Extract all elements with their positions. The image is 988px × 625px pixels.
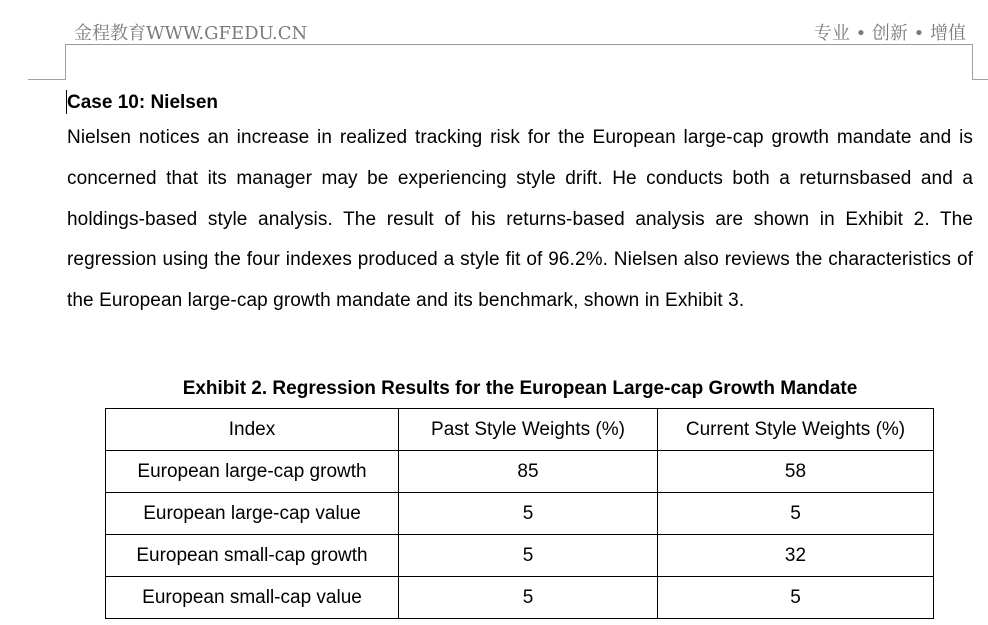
cell-past-weight: 5: [399, 577, 658, 619]
column-header-index: Index: [106, 409, 399, 451]
case-title: [67, 87, 973, 118]
crop-mark-left-horizontal: [28, 79, 66, 80]
table-row: [106, 577, 934, 619]
cell-past-weight: 5: [399, 493, 658, 535]
exhibit-title: Exhibit 2. Regression Results for the European Large-cap Growth Mandate: [182, 378, 858, 399]
cell-index: European large-cap growth: [106, 451, 399, 493]
table-row: [106, 535, 934, 577]
cell-index: European large-cap value: [106, 493, 399, 535]
cell-index: European small-cap value: [106, 577, 399, 619]
case-paragraph: Nielsen notices an increase in realized tracking risk for the European large-cap growth mandate and is concerned that its manager may be experiencing style drift. He conducts both a returnsbased and a holdings-based style analysis. The result of his returns-based analysis are shown in Exhibit 2. The regression using the four indexes produced a style fit of 96.2%. Nielsen also reviews the characteristics of the European large-cap growth mandate and its benchmark, shown in Exhibit 3.: [67, 127, 973, 312]
page-header: [66, 14, 972, 44]
table-row: [106, 451, 934, 493]
crop-mark-right-horizontal: [972, 79, 988, 80]
cell-past-weight: 5: [399, 535, 658, 577]
cell-current-weight: 58: [658, 451, 934, 493]
cell-past-weight: 85: [399, 451, 658, 493]
table-header-row: [106, 409, 934, 451]
exhibit-table: [105, 408, 934, 619]
crop-mark-left-vertical: [65, 44, 66, 80]
cell-index: European small-cap growth: [106, 535, 399, 577]
cell-current-weight: 5: [658, 493, 934, 535]
document-body[interactable]: [67, 87, 973, 322]
header-brand: 金程教育WWW.GFEDU.CN: [74, 23, 308, 44]
column-header-past-weights: Past Style Weights (%): [399, 409, 658, 451]
column-header-current-weights: Current Style Weights (%): [658, 409, 934, 451]
header-slogan: 专业 • 创新 • 增值: [813, 23, 966, 44]
case-title-text: Case 10: Nielsen: [67, 92, 219, 113]
text-cursor: [66, 90, 67, 114]
cell-current-weight: 5: [658, 577, 934, 619]
table-row: [106, 493, 934, 535]
crop-mark-right-vertical: [972, 44, 973, 80]
header-divider: [66, 44, 972, 45]
cell-current-weight: 32: [658, 535, 934, 577]
